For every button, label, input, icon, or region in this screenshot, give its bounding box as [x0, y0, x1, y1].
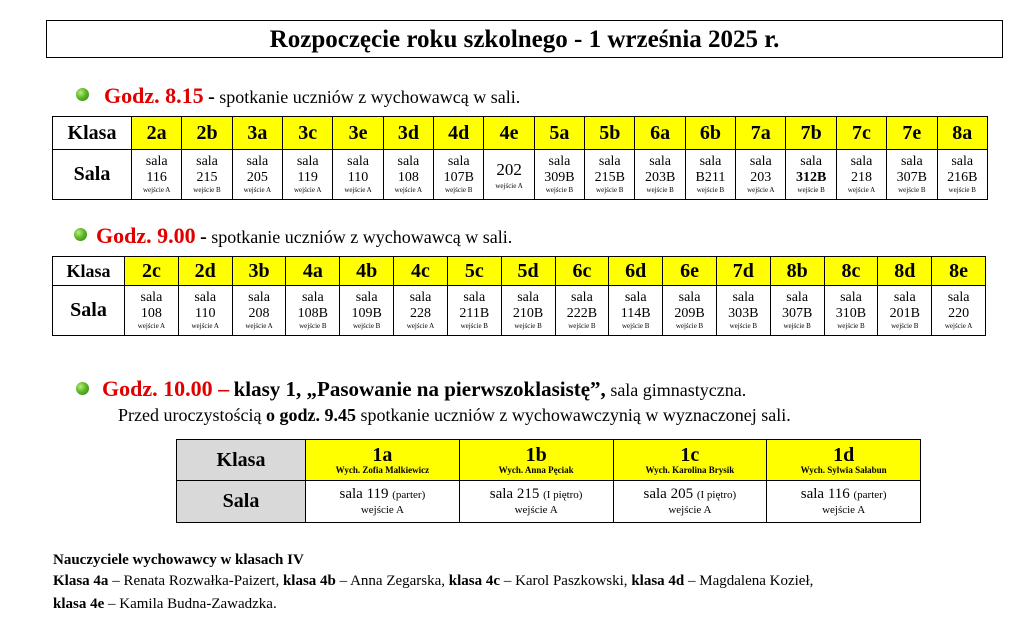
class-teacher: Wych. Karolina Brysik	[645, 464, 735, 475]
sala-word: sala	[893, 289, 916, 305]
entrance-label: wejście A	[243, 185, 272, 194]
room-number: sala 205	[643, 486, 694, 502]
sala-word: sala	[624, 289, 647, 305]
klasa-label: Klasa	[177, 440, 306, 481]
room-cell	[824, 286, 878, 336]
room-cell	[340, 286, 394, 336]
sala-word: sala	[145, 153, 168, 169]
room-cell	[663, 286, 717, 336]
section3-subheader	[118, 405, 791, 426]
first-grade-table	[176, 439, 921, 523]
class-cell: 7c	[836, 117, 886, 150]
class-cell: 5b	[585, 117, 635, 150]
sala-word: sala	[194, 289, 217, 305]
footer-class: klasa 4c	[448, 573, 501, 589]
entrance-label: wejście A	[293, 185, 322, 194]
room-cell	[394, 286, 448, 336]
class-name: 1c	[680, 443, 700, 466]
room-cell	[306, 481, 460, 523]
sala-word: sala	[248, 289, 270, 305]
room-cell	[736, 150, 786, 200]
sala-word: sala	[140, 289, 163, 305]
section1-header	[104, 83, 520, 109]
room-cell	[609, 286, 663, 336]
entrance-label: wejście A	[514, 504, 558, 516]
schedule-table-900	[52, 256, 986, 336]
footer-teacher: – Anna Zegarska,	[339, 573, 446, 589]
room-cell	[447, 286, 501, 336]
room-cell	[484, 150, 534, 200]
section2-dash: -	[200, 226, 207, 248]
entrance-label: wejście A	[822, 504, 866, 516]
sala-word: sala	[649, 153, 671, 169]
footer-class: klasa 4d	[631, 573, 685, 589]
sala-word: sala	[301, 289, 324, 305]
room-floor: (I piętro)	[543, 489, 583, 501]
entrance-label: wejście B	[646, 185, 674, 194]
room-number: 203	[750, 169, 772, 185]
entrance-label: wejście B	[545, 185, 574, 194]
entrance-label: wejście B	[352, 321, 381, 330]
room-number: sala 215	[489, 486, 540, 502]
room-number: 108	[397, 169, 419, 185]
room-number: 205	[246, 169, 268, 185]
entrance-label: wejście B	[622, 321, 650, 330]
class-cell: 5a	[534, 117, 584, 150]
class-cell: 4b	[340, 257, 394, 286]
class-cell: 6c	[555, 257, 609, 286]
entrance-label: wejście A	[137, 321, 166, 330]
room-number: 209B	[674, 305, 705, 321]
sala-label: Sala	[53, 286, 125, 336]
footer-teacher: – Renata Rozwałka-Paizert,	[112, 573, 280, 589]
entrance-label: wejście B	[596, 185, 624, 194]
room-line	[460, 486, 613, 504]
entrance-label: wejście B	[797, 185, 825, 194]
class-cell: 6b	[685, 117, 735, 150]
entrance-label: wejście B	[193, 185, 221, 194]
sala-word: sala	[749, 153, 772, 169]
room-number: 110	[347, 169, 369, 185]
class-cell: 5d	[501, 257, 555, 286]
room-number: 307B	[896, 169, 927, 185]
room-cell	[434, 150, 484, 200]
room-cell	[887, 150, 937, 200]
class-name: 1a	[372, 443, 393, 466]
entrance-label: wejście B	[696, 185, 725, 194]
sala-word: sala	[246, 153, 269, 169]
room-number: B211	[695, 169, 726, 185]
section3-location: sala gimnastyczna.	[610, 380, 747, 400]
section1-desc: spotkanie uczniów z wychowawcą w sali.	[219, 87, 521, 107]
sala-word: sala	[548, 153, 571, 169]
room-cell	[878, 286, 932, 336]
room-cell	[534, 150, 584, 200]
section1-dash: -	[208, 86, 215, 108]
class-cell: 7b	[786, 117, 836, 150]
room-cell	[286, 286, 340, 336]
section2-time: Godz. 9.00	[96, 223, 196, 248]
class-cell: 7a	[736, 117, 786, 150]
section3-title: klasy 1, „Pasowanie na pierwszoklasistę”,	[233, 377, 606, 401]
class-cell: 2a	[132, 117, 182, 150]
class-cell: 7e	[887, 117, 937, 150]
sala-word: sala	[463, 289, 486, 305]
entrance-label: wejście A	[245, 321, 273, 330]
class-cell: 4d	[434, 117, 484, 150]
class-cell	[459, 440, 613, 481]
room-number: 202	[496, 160, 522, 179]
class-cell: 7d	[716, 257, 770, 286]
entrance-label: wejście B	[948, 185, 976, 194]
sala-word: sala	[678, 289, 701, 305]
sala-word: sala	[517, 289, 539, 305]
green-bullet-icon	[76, 88, 89, 101]
sala-word: sala	[732, 289, 755, 305]
room-number: 210B	[512, 305, 544, 321]
sala-word: sala	[296, 153, 319, 169]
entrance-label: wejście B	[675, 321, 704, 330]
room-cell	[459, 481, 613, 523]
sala-word: sala	[598, 153, 621, 169]
room-number: 110	[194, 305, 216, 321]
class-cell: 8b	[770, 257, 824, 286]
room-cell	[836, 150, 886, 200]
sub-prefix: Przed uroczystością	[118, 405, 262, 425]
room-number: 228	[409, 305, 431, 321]
class-cell: 3e	[333, 117, 383, 150]
entrance-label: wejście B	[445, 185, 473, 194]
class-cell	[613, 440, 767, 481]
entrance-label: wejście B	[729, 321, 758, 330]
room-cell	[333, 150, 383, 200]
room-cell	[132, 150, 182, 200]
entrance-label: wejście A	[360, 504, 404, 516]
room-line	[767, 486, 920, 504]
class-teacher: Wych. Anna Pęciak	[498, 464, 574, 475]
room-floor: (I piętro)	[696, 489, 737, 501]
room-number: 309B	[544, 169, 575, 185]
room-number: 215B	[594, 169, 625, 185]
sala-word: sala	[840, 289, 862, 305]
footer-line-2	[53, 596, 277, 613]
klasa-label: Klasa	[53, 257, 125, 286]
sala-word: sala	[800, 153, 823, 169]
class-cell: 3b	[232, 257, 286, 286]
class-name: 1b	[525, 443, 547, 466]
room-cell	[786, 150, 836, 200]
sala-word: sala	[850, 153, 873, 169]
entrance-label: wejście A	[747, 185, 775, 194]
sala-word: sala	[409, 289, 432, 305]
room-cell	[635, 150, 685, 200]
room-number: 312B	[795, 169, 827, 185]
sala-word: sala	[900, 153, 923, 169]
class-cell: 2d	[178, 257, 232, 286]
class-cell: 3d	[383, 117, 433, 150]
sub-time: o godz. 9.45	[265, 405, 356, 425]
class-cell: 6d	[609, 257, 663, 286]
class-cell: 4a	[286, 257, 340, 286]
entrance-label: wejście B	[514, 321, 542, 330]
room-line	[306, 486, 459, 504]
class-name: 1d	[833, 443, 855, 466]
class-cell: 8c	[824, 257, 878, 286]
page-title: Rozpoczęcie roku szkolnego - 1 września 2025 r.	[46, 20, 1003, 58]
sala-word: sala	[951, 153, 974, 169]
entrance-label: wejście A	[344, 185, 372, 194]
entrance-label: wejście B	[299, 321, 327, 330]
sala-word: sala	[355, 289, 378, 305]
room-number: 114B	[620, 305, 651, 321]
room-number: 116	[146, 169, 167, 185]
sala-label: Sala	[53, 150, 132, 200]
room-number: 108	[140, 305, 162, 321]
room-number: sala 119	[339, 486, 389, 502]
sala-word: sala	[786, 289, 809, 305]
section2-header	[96, 223, 512, 249]
room-cell	[283, 150, 333, 200]
sala-word: sala	[947, 289, 970, 305]
green-bullet-icon	[74, 228, 87, 241]
sala-word: sala	[571, 289, 593, 305]
room-cell	[232, 286, 286, 336]
room-floor: (parter)	[392, 489, 426, 501]
room-number: 208	[248, 305, 270, 321]
room-cell	[613, 481, 767, 523]
room-floor: (parter)	[853, 489, 887, 501]
entrance-label: wejście A	[668, 504, 712, 516]
entrance-label: wejście B	[783, 321, 811, 330]
entrance-label: wejście B	[568, 321, 596, 330]
room-number: 307B	[781, 305, 813, 321]
room-cell	[585, 150, 635, 200]
footer-teacher: – Karol Paszkowski,	[503, 573, 628, 589]
room-number: 108B	[297, 305, 329, 321]
footer-class: klasa 4b	[282, 573, 336, 589]
footer-heading: Nauczyciele wychowawcy w klasach IV	[53, 552, 304, 568]
footer-teacher: – Magdalena Kozieł,	[688, 573, 814, 589]
section1-time: Godz. 8.15	[104, 83, 204, 108]
footer-line-1	[53, 573, 813, 590]
room-number: 218	[850, 169, 872, 185]
class-cell: 6a	[635, 117, 685, 150]
entrance-label: wejście A	[142, 185, 171, 194]
class-cell: 4c	[394, 257, 448, 286]
sala-word: sala	[397, 153, 420, 169]
room-cell	[767, 481, 921, 523]
footer-teacher: – Kamila Budna-Zawadzka.	[108, 596, 277, 612]
room-number: 211B	[459, 305, 490, 321]
room-number: sala 116	[800, 486, 850, 502]
room-cell	[383, 150, 433, 200]
entrance-label: wejście A	[944, 321, 973, 330]
entrance-label: wejście A	[406, 321, 435, 330]
section3-header	[102, 376, 746, 402]
class-cell	[767, 440, 921, 481]
room-cell	[178, 286, 232, 336]
class-cell: 6e	[663, 257, 717, 286]
room-number: 119	[297, 169, 318, 185]
entrance-label: wejście A	[394, 185, 423, 194]
room-cell	[932, 286, 986, 336]
room-cell	[182, 150, 232, 200]
section3-time: Godz. 10.00 –	[102, 376, 230, 401]
entrance-label: wejście B	[891, 321, 919, 330]
class-cell: 5c	[447, 257, 501, 286]
room-cell	[716, 286, 770, 336]
room-number: 222B	[566, 305, 598, 321]
section2-desc: spotkanie uczniów z wychowawcą w sali.	[211, 227, 513, 247]
room-cell	[770, 286, 824, 336]
sub-suffix: spotkanie uczniów z wychowawczynią w wyznaczonej sali.	[360, 405, 791, 425]
class-cell: 3c	[283, 117, 333, 150]
footer-class: klasa 4e	[53, 596, 105, 612]
class-cell	[306, 440, 460, 481]
entrance-label: wejście A	[495, 182, 523, 190]
class-cell: 8a	[937, 117, 988, 150]
klasa-label: Klasa	[53, 117, 132, 150]
room-cell	[937, 150, 988, 200]
class-cell: 4e	[484, 117, 534, 150]
entrance-label: wejście A	[847, 185, 876, 194]
class-cell: 2b	[182, 117, 232, 150]
room-cell	[501, 286, 555, 336]
room-cell	[685, 150, 735, 200]
class-cell: 8d	[878, 257, 932, 286]
room-number: 303B	[728, 305, 759, 321]
room-number: 215	[196, 169, 218, 185]
room-cell	[232, 150, 282, 200]
entrance-label: wejście B	[460, 321, 488, 330]
class-teacher: Wych. Sylwia Sałabun	[800, 464, 887, 475]
sala-word: sala	[699, 153, 722, 169]
class-cell: 3a	[232, 117, 282, 150]
green-bullet-icon	[76, 382, 89, 395]
entrance-label: wejście B	[837, 321, 865, 330]
room-number: 201B	[889, 305, 920, 321]
room-number: 109B	[351, 305, 382, 321]
room-cell	[125, 286, 179, 336]
room-number: 107B	[443, 169, 474, 185]
sala-word: sala	[196, 153, 218, 169]
sala-word: sala	[447, 153, 470, 169]
room-number: 310B	[835, 305, 867, 321]
room-number: 216B	[947, 169, 978, 185]
sala-label: Sala	[177, 481, 306, 523]
class-teacher: Wych. Zofia Malkiewicz	[335, 464, 430, 475]
entrance-label: wejście B	[898, 185, 926, 194]
entrance-label: wejście A	[191, 321, 219, 330]
footer-class: Klasa 4a	[53, 573, 109, 589]
schedule-table-815	[52, 116, 988, 200]
sala-word: sala	[347, 153, 369, 169]
class-cell: 8e	[932, 257, 986, 286]
room-number: 220	[948, 305, 970, 321]
room-cell	[555, 286, 609, 336]
class-cell: 2c	[125, 257, 179, 286]
room-number: 203B	[644, 169, 676, 185]
room-line	[614, 486, 767, 504]
